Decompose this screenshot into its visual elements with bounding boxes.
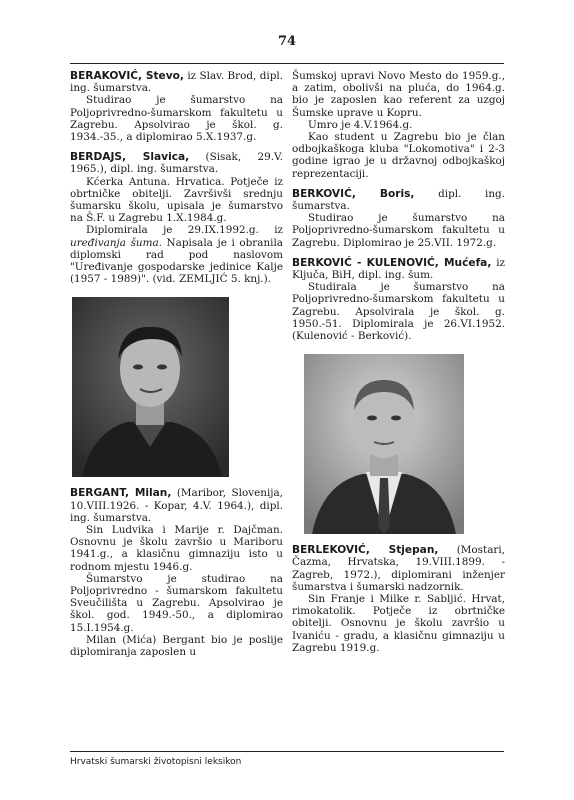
entry-paragraph: Studirao je šumarstvo na Poljoprivredno-šumarskom fakultetu u Zagrebu. Apsolvirao je škol. g. 1934.-35., a diplomirao 5.X.1937.g. — [70, 94, 283, 144]
entry-intro-text: (Mostari, Čazma, Hrvatska, 19.VIII.1899. - Zagreb, 1972.), diplomirani inženjer šumarstva i šumarski nadzornik. — [292, 544, 505, 593]
entry-intro-text: (Sisak, 29.V. 1965.), dipl. ing. šumarstva. — [70, 151, 283, 176]
italic-term: uređivanja šuma. — [70, 236, 162, 249]
entry-paragraph: Šumskoj upravi Novo Mesto do 1959.g., a zatim, obolivši na pluća, do 1964.g. bio je zaposlen kao referent za uzgoj Šumske uprave u Kopru. — [292, 70, 505, 119]
entry-intro-text: dipl. ing. šumarstva. — [292, 187, 505, 213]
header-rule — [70, 63, 504, 64]
entry-heading: BERAKOVIĆ, Stevo, — [70, 70, 184, 82]
footer-title: Hrvatski šumarski životopisni leksikon — [70, 757, 242, 767]
entry-intro — [70, 487, 283, 524]
entry-paragraph: Sin Ludvika i Marije r. Dajčman. Osnovnu je školu završio u Mariboru 1941.g., a klasičnu gimnaziju isto u rodnom mjestu 1946.g. — [70, 524, 283, 573]
entry-berdajs — [70, 151, 283, 285]
footer-rule — [70, 751, 504, 752]
entry-intro — [70, 70, 283, 94]
portrait-image — [72, 297, 229, 477]
entry-intro-text: (Maribor, Slovenija, 10.VIII.1926. - Kopar, 4.V. 1964.), dipl. ing. šumarstva. — [70, 487, 283, 524]
entry-intro — [292, 544, 505, 593]
entry-paragraph: Studirao je šumarstvo na Poljoprivredno-šumarskom fakultetu u Zagrebu. Diplomirao je 25.VII. 1972.g. — [292, 212, 505, 249]
entry-berkovic — [292, 188, 505, 249]
entry-paragraph: Kao student u Zagrebu bio je član odbojkaškoga kluba "Lokomotiva" i 2-3 godine igrao je u državnoj odbojkaškoj reprezentaciji. — [292, 131, 505, 180]
text-run: Diplomirala je 29.IX.1992.g. iz — [86, 224, 283, 237]
entry-heading: BERLEKOVIĆ, Stjepan, — [292, 544, 439, 557]
entry-paragraph: Sin Franje i Milke r. Sabljić. Hrvat, rimokatolik. Potječe iz obrtničke obitelji. Osnovnu je školu završio u Ivaniću - gradu, a klasičnu gimnaziju u Zagrebu 1919.g. — [292, 593, 505, 654]
entry-bergant-continued — [292, 70, 505, 180]
entry-paragraph: Studirala je šumarstvo na Poljoprivredno-šumarskom fakultetu u Zagrebu. Apsolvirala je škol. g. 1950.-51. Diplomirala je 26.VI.1952. (Kulenović - Berković). — [292, 281, 505, 343]
entry-heading: BERGANT, Milan, — [70, 487, 172, 500]
entry-paragraph: Milan (Mića) Bergant bio je poslije diplomiranja zaposlen u — [70, 633, 283, 659]
entry-paragraph: Šumarstvo je studirao na Poljoprivredno - šumarskom fakultetu Sveučilišta u Zagrebu. Apsolvirao je škol. god. 1949.-50., a diplomirao 15.I.1954.g. — [70, 572, 283, 634]
entry-intro — [292, 257, 505, 281]
entry-heading: BERDAJS, Slavica, — [70, 151, 190, 164]
portrait-image — [304, 354, 464, 534]
entry-intro-text: iz Slav. Brod, dipl. ing. šumarstva. — [70, 70, 283, 95]
page-number: 74 — [277, 34, 297, 49]
entry-heading: BERKOVIĆ, Boris, — [292, 187, 415, 200]
entry-bergant — [70, 487, 283, 658]
entry-berlekovic — [292, 544, 505, 654]
left-column — [70, 70, 283, 666]
entry-paragraph: Umro je 4.V.1964.g. — [308, 118, 413, 131]
entry-intro — [70, 151, 283, 175]
portrait-photo-bergant — [72, 297, 229, 477]
entry-intro — [292, 188, 505, 212]
entry-paragraph — [70, 224, 283, 285]
entry-heading: BERKOVIĆ - KULENOVIĆ, Mućefa, — [292, 256, 492, 269]
text-run: Napisala je i obranila diplomski rad pod naslovom "Uređivanje gospodarske jedinice Kalje (1957 - 1989)". (vid. ZEMLJIĆ 5. knj.). — [70, 236, 283, 286]
entry-intro-text: iz Ključa, BiH, dipl. ing. šum. — [292, 256, 505, 282]
entry-berkovic-kulenovic — [292, 257, 505, 342]
right-column — [292, 70, 505, 662]
entry-berakovic — [70, 70, 283, 143]
entry-paragraph: Kćerka Antuna. Hrvatica. Potječe iz obrtničke obitelji. Završivši srednju šumarsku školu, upisala je šumarstvo na Š.F. u Zagrebu 1.X.1984.g. — [70, 175, 283, 225]
portrait-photo-berlekovic — [304, 354, 464, 534]
